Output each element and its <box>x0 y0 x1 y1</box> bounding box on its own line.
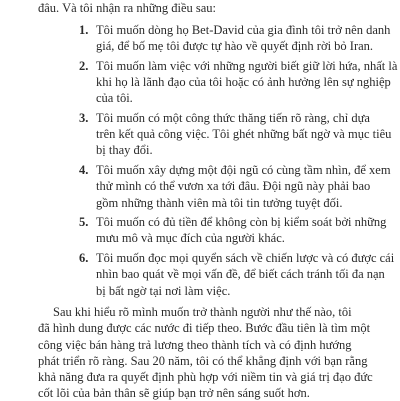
list-item-line: Tôi muốn xây dựng một đội ngũ có cùng tầm nhìn, để xem <box>96 163 391 178</box>
list-item-line: thử mình có thể vươn xa tới đâu. Đội ngũ này phải bao <box>96 179 371 194</box>
list-item-line: Tôi muốn đọc mọi quyển sách về chiến lược và có được cái <box>96 251 395 266</box>
list-item-line: gồm những thành viên mà tôi tin tưởng tuyệt đối. <box>96 195 343 210</box>
paragraph-line: phát triển rõ ràng. Sau 20 năm, tôi có thể khẳng định với bạn rằng <box>38 353 368 368</box>
list-item-line: nhìn bao quát về mọi vấn đề, để biết cách tránh tối đa nạn <box>96 267 385 282</box>
list-item-number: 4. <box>79 163 89 178</box>
list-item-number: 3. <box>79 111 89 125</box>
list-item-line: Tôi muốn có một công thức thăng tiến rõ ràng, chỉ dựa <box>96 111 370 125</box>
list-item-line: của tôi. <box>96 91 133 106</box>
list-item-number: 5. <box>79 215 89 230</box>
list-item-number: 6. <box>79 251 89 266</box>
paragraph-line: công việc bán hàng trả lương theo thành tích và có định hướng <box>38 337 352 352</box>
list-item-line: bị thay đổi. <box>96 143 153 158</box>
list-item-line: giá, để bố mẹ tôi được tự hào về quyết định rời bỏ Iran. <box>96 39 374 54</box>
list-item-line: bị bất ngờ tại nơi làm việc. <box>96 283 231 298</box>
paragraph-line: Sau khi hiểu rõ mình muốn trở thành người như thế nào, tôi <box>53 305 352 320</box>
paragraph-line: khả năng đưa ra quyết định phù hợp với niềm tin và giá trị đạo đức <box>38 370 373 384</box>
paragraph-line: đã hình dung được các nước đi tiếp theo. Bước đầu tiên là tìm một <box>38 321 371 336</box>
list-item-line: mưu mô và mục đích của người khác. <box>96 231 285 246</box>
paragraph-line: cốt lõi của bản thân sẽ giúp bạn trở nên sáng suốt hơn. <box>38 386 310 401</box>
intro-line: đâu. Và tôi nhận ra những điều sau: <box>38 1 217 15</box>
list-item-line: trên kết quả công việc. Tôi ghét những bất ngờ và mục tiêu <box>96 127 392 142</box>
list-item-line: Tôi muốn có đủ tiền để không còn bị kiểm soát bởi những <box>96 215 387 230</box>
list-item-line: Tôi muốn làm việc với những người biết giữ lời hứa, nhất là <box>96 58 398 73</box>
list-item-number: 1. <box>79 23 89 37</box>
list-item-line: khi họ là lãnh đạo của tôi hoặc có ảnh hưởng lên sự nghiệp <box>96 75 391 90</box>
list-item-line: Tôi muốn dòng họ Bet-David của gia đình tôi trở nên danh <box>96 23 391 37</box>
list-item-number: 2. <box>79 58 89 73</box>
